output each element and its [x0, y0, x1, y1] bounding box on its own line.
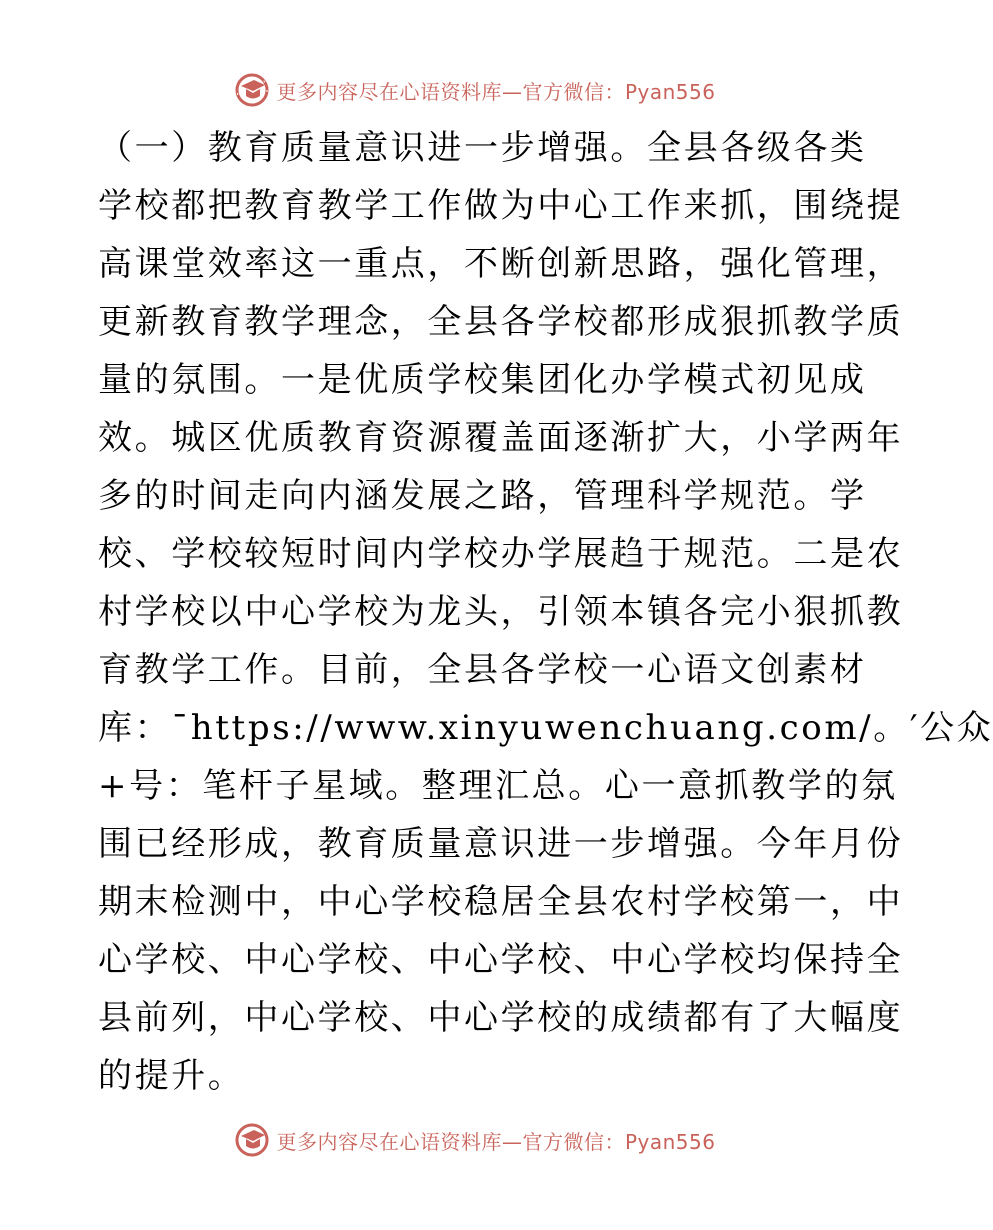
- paragraph-line: 校、学校较短时间内学校办学展趋于规范。二是农: [98, 534, 904, 574]
- header-banner: [0, 70, 950, 110]
- paragraph-line: 学校都把教育教学工作做为中心工作来抓，围绕提: [98, 186, 904, 226]
- document-body: [98, 119, 993, 1105]
- footer-banner-text: 更多内容尽在心语资料库—官方微信：Pyan556: [276, 1129, 716, 1154]
- paragraph-line: 县前列，中心学校、中心学校的成绩都有了大幅度: [98, 998, 904, 1038]
- paragraph-line: +号：笔杆子星域。整理汇总。心一意抓教学的氛: [98, 766, 898, 806]
- paragraph-line: 高课堂效率这一重点，不断创新思路，强化管理，: [98, 244, 904, 284]
- paragraph-line: 的提升。: [98, 1056, 245, 1096]
- paragraph-line: 效。城区优质教育资源覆盖面逐渐扩大，小学两年: [98, 418, 904, 458]
- paragraph-line: 更新教育教学理念，全县各学校都形成狠抓教学质: [98, 302, 904, 342]
- paragraph-line: 村学校以中心学校为龙头，引领本镇各完小狠抓教: [98, 592, 904, 632]
- paragraph-line: 期末检测中，中心学校稳居全县农村学校第一，中: [98, 882, 904, 922]
- paragraph-line: 育教学工作。目前，全县各学校一心语文创素材: [98, 650, 867, 690]
- paragraph-line: 围已经形成，教育质量意识进一步增强。今年月份: [98, 824, 904, 864]
- footer-banner: [0, 1120, 950, 1160]
- paragraph-line: （一）教育质量意识进一步增强。全县各级各类: [98, 128, 867, 168]
- paragraph-line: 心学校、中心学校、中心学校、中心学校均保持全: [98, 940, 904, 980]
- paragraph-line: 量的氛围。一是优质学校集团化办学模式初见成: [98, 360, 867, 400]
- paragraph-line: 库：¯https://www.xinyuwenchuang.com/。′公众: [98, 708, 993, 748]
- header-banner-text: 更多内容尽在心语资料库—官方微信：Pyan556: [276, 79, 716, 104]
- paragraph-line: 多的时间走向内涵发展之路，管理科学规范。学: [98, 476, 867, 516]
- scholar-cap-icon: [234, 72, 270, 108]
- scholar-cap-icon: [234, 1122, 270, 1158]
